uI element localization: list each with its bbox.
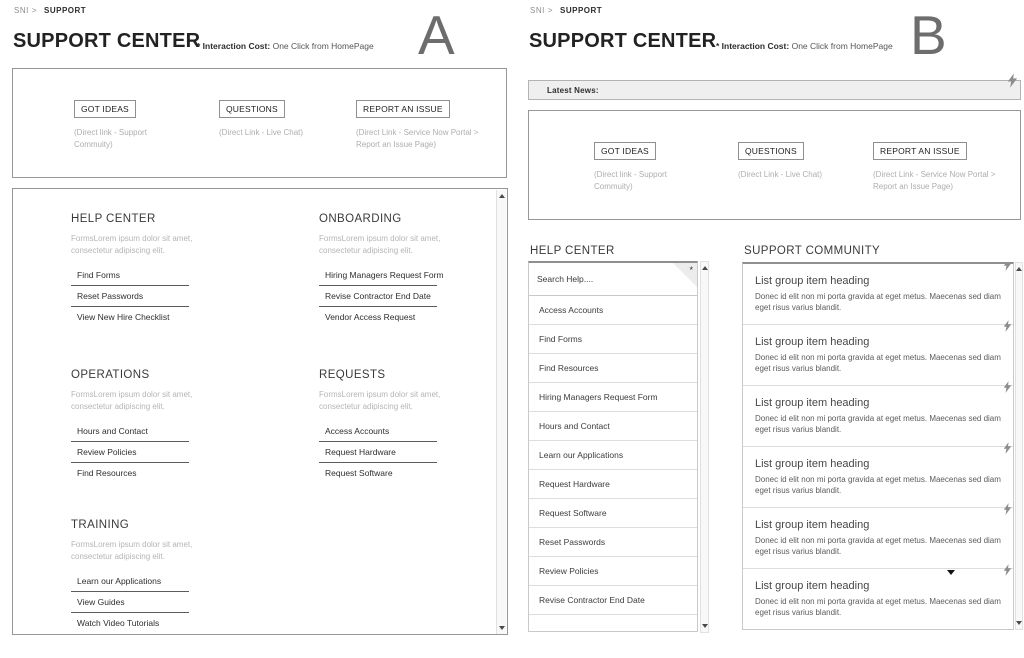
list-group-item-heading: List group item heading [755,519,870,531]
section-title: ONBOARDING [319,213,402,225]
link-find-resources[interactable]: Find Resources [77,468,137,479]
link-reset-passwords[interactable]: Reset Passwords [71,286,189,307]
help-item-find-forms[interactable]: Find Forms [529,325,697,354]
interaction-cost-label: * Interaction Cost: [716,41,790,51]
help-item-revise-contractor-end-date[interactable]: Revise Contractor End Date [529,586,697,615]
got-ideas-button[interactable]: GOT IDEAS [594,142,656,160]
search-help-input[interactable] [529,263,657,284]
interaction-cost-note [197,41,374,51]
interaction-cost-note [716,41,893,51]
quick-action-report-issue-b [873,141,1003,193]
list-group-item-heading: List group item heading [755,336,870,348]
section-description: FormsLorem ipsum dolor sit amet, consectetur adipiscing elit. [319,390,441,411]
report-an-issue-caption: (Direct Link - Service Now Portal > Report an Issue Page) [356,128,479,149]
section-title: OPERATIONS [71,369,150,381]
breadcrumb-separator: > [31,6,38,15]
questions-button[interactable]: QUESTIONS [738,142,804,160]
link-vendor-access-request[interactable]: Vendor Access Request [325,312,416,323]
scroll-up-icon[interactable] [1016,267,1022,271]
latest-news-bar [528,80,1021,100]
list-group-item[interactable] [743,569,1013,630]
scroll-down-icon[interactable] [1016,621,1022,625]
help-item-hours-and-contact[interactable]: Hours and Contact [529,412,697,441]
quick-action-questions-a [219,99,339,139]
lightning-bolt-icon [1003,564,1012,576]
questions-caption: (Direct Link - Live Chat) [219,128,304,137]
section-title: HELP CENTER [71,213,156,225]
latest-news-label: Latest News: [547,85,599,95]
lightning-bolt-icon [1003,320,1012,332]
help-item-hiring-managers-request-form[interactable]: Hiring Managers Request Form [529,383,697,412]
report-an-issue-caption: (Direct Link - Service Now Portal > Report an Issue Page) [873,170,996,191]
lightning-bolt-icon [1003,442,1012,454]
breadcrumb-current: SUPPORT [560,6,603,15]
variant-b-letter: B [910,4,947,66]
list-group-item-body: Donec id elit non mi porta gravida at eget metus. Maecenas sed diam eget risus varius blandit. [755,597,1001,618]
help-center-list [528,261,698,632]
section-training [71,519,203,633]
help-search-row [529,263,697,296]
list-group-item[interactable] [743,325,1013,386]
help-item-learn-our-applications[interactable]: Learn our Applications [529,441,697,470]
link-review-policies[interactable]: Review Policies [71,442,189,463]
report-an-issue-button[interactable]: REPORT AN ISSUE [873,142,967,160]
link-learn-our-applications[interactable]: Learn our Applications [71,571,189,592]
link-request-software[interactable]: Request Software [325,468,393,479]
lightning-bolt-icon [1003,381,1012,393]
section-link-list [71,421,189,483]
interaction-cost-value: One Click from HomePage [791,41,893,51]
section-title: REQUESTS [319,369,386,381]
section-requests [319,369,451,483]
section-title: TRAINING [71,519,130,531]
section-description: FormsLorem ipsum dolor sit amet, consectetur adipiscing elit. [71,540,193,561]
section-operations [71,369,203,483]
help-item-review-policies[interactable]: Review Policies [529,557,697,586]
section-description: FormsLorem ipsum dolor sit amet, consectetur adipiscing elit. [71,390,193,411]
quick-actions-box-a [12,68,507,178]
help-item-request-software[interactable]: Request Software [529,499,697,528]
breadcrumb-separator: > [547,6,554,15]
got-ideas-button[interactable]: GOT IDEAS [74,100,136,118]
questions-caption: (Direct Link - Live Chat) [738,170,823,179]
quick-actions-box-b [528,110,1021,220]
link-access-accounts[interactable]: Access Accounts [319,421,437,442]
list-group-item-body: Donec id elit non mi porta gravida at eget metus. Maecenas sed diam eget risus varius blandit. [755,414,1001,435]
help-item-access-accounts[interactable]: Access Accounts [529,296,697,325]
questions-button[interactable]: QUESTIONS [219,100,285,118]
list-group-item-heading: List group item heading [755,458,870,470]
section-link-list [319,265,444,327]
report-an-issue-button[interactable]: REPORT AN ISSUE [356,100,450,118]
help-item-reset-passwords[interactable]: Reset Passwords [529,528,697,557]
folded-corner-icon [673,263,697,287]
link-hiring-managers-request-form[interactable]: Hiring Managers Request Form [319,265,437,286]
breadcrumb-root-link[interactable]: SNI [530,6,545,15]
list-group-item-body: Donec id elit non mi porta gravida at eget metus. Maecenas sed diam eget risus varius blandit. [755,536,1001,557]
breadcrumb [530,6,602,15]
link-hours-and-contact[interactable]: Hours and Contact [71,421,189,442]
section-description: FormsLorem ipsum dolor sit amet, consectetur adipiscing elit. [71,234,193,255]
list-group-item[interactable] [743,386,1013,447]
list-group-item-heading: List group item heading [755,275,870,287]
scroll-down-icon[interactable] [701,624,708,628]
list-group-item-body: Donec id elit non mi porta gravida at eget metus. Maecenas sed diam eget risus varius blandit. [755,353,1001,374]
list-group-item[interactable] [743,264,1013,325]
quick-action-got-ideas-a [74,99,174,151]
page-title: SUPPORT CENTER [529,30,717,52]
list-group-item[interactable] [743,508,1013,569]
link-watch-video-tutorials[interactable]: Watch Video Tutorials [77,618,160,629]
link-view-new-hire-checklist[interactable]: View New Hire Checklist [77,312,170,323]
list-group-item-heading: List group item heading [755,397,870,409]
interaction-cost-label: * Interaction Cost: [197,41,271,51]
scrollbar[interactable] [496,190,506,634]
quick-action-questions-b [738,141,858,181]
section-link-list [71,571,189,633]
page-title: SUPPORT CENTER [13,30,201,52]
scroll-up-icon[interactable] [497,194,506,198]
section-onboarding [319,213,451,327]
breadcrumb-current: SUPPORT [44,6,87,15]
mouse-cursor-icon [947,570,955,575]
got-ideas-caption: (Direct link - Support Commuity) [74,128,147,149]
scroll-up-icon[interactable] [701,266,708,270]
lightning-bolt-icon [1003,503,1012,515]
fold-asterisk-icon: * [689,265,693,275]
section-description: FormsLorem ipsum dolor sit amet, consectetur adipiscing elit. [319,234,441,255]
variant-a-letter: A [418,4,455,66]
list-group-item-heading: List group item heading [755,580,870,592]
lightning-bolt-icon [1003,262,1012,271]
help-item-find-resources[interactable]: Find Resources [529,354,697,383]
link-request-hardware[interactable]: Request Hardware [319,442,437,463]
scrollbar[interactable] [1015,262,1023,630]
help-item-request-hardware[interactable]: Request Hardware [529,470,697,499]
support-community-heading: SUPPORT COMMUNITY [744,245,881,257]
interaction-cost-value: One Click from HomePage [272,41,374,51]
quick-action-report-issue-a [356,99,486,151]
got-ideas-caption: (Direct link - Support Commuity) [594,170,667,191]
link-revise-contractor-end-date[interactable]: Revise Contractor End Date [319,286,437,307]
sections-box-a [12,188,508,635]
scrollbar[interactable] [700,261,709,633]
link-find-forms[interactable]: Find Forms [71,265,189,286]
section-link-list [71,265,189,327]
lightning-bolt-icon [1007,73,1018,88]
section-help-center [71,213,203,327]
list-group-item[interactable] [743,447,1013,508]
support-community-list [742,262,1014,630]
section-link-list [319,421,437,483]
list-group-item-body: Donec id elit non mi porta gravida at eget metus. Maecenas sed diam eget risus varius blandit. [755,475,1001,496]
breadcrumb [14,6,86,15]
list-group-item-body: Donec id elit non mi porta gravida at eget metus. Maecenas sed diam eget risus varius blandit. [755,292,1001,313]
scroll-down-icon[interactable] [497,626,506,630]
link-view-guides[interactable]: View Guides [71,592,189,613]
breadcrumb-root-link[interactable]: SNI [14,6,29,15]
help-center-heading: HELP CENTER [530,245,615,257]
quick-action-got-ideas-b [594,141,694,193]
